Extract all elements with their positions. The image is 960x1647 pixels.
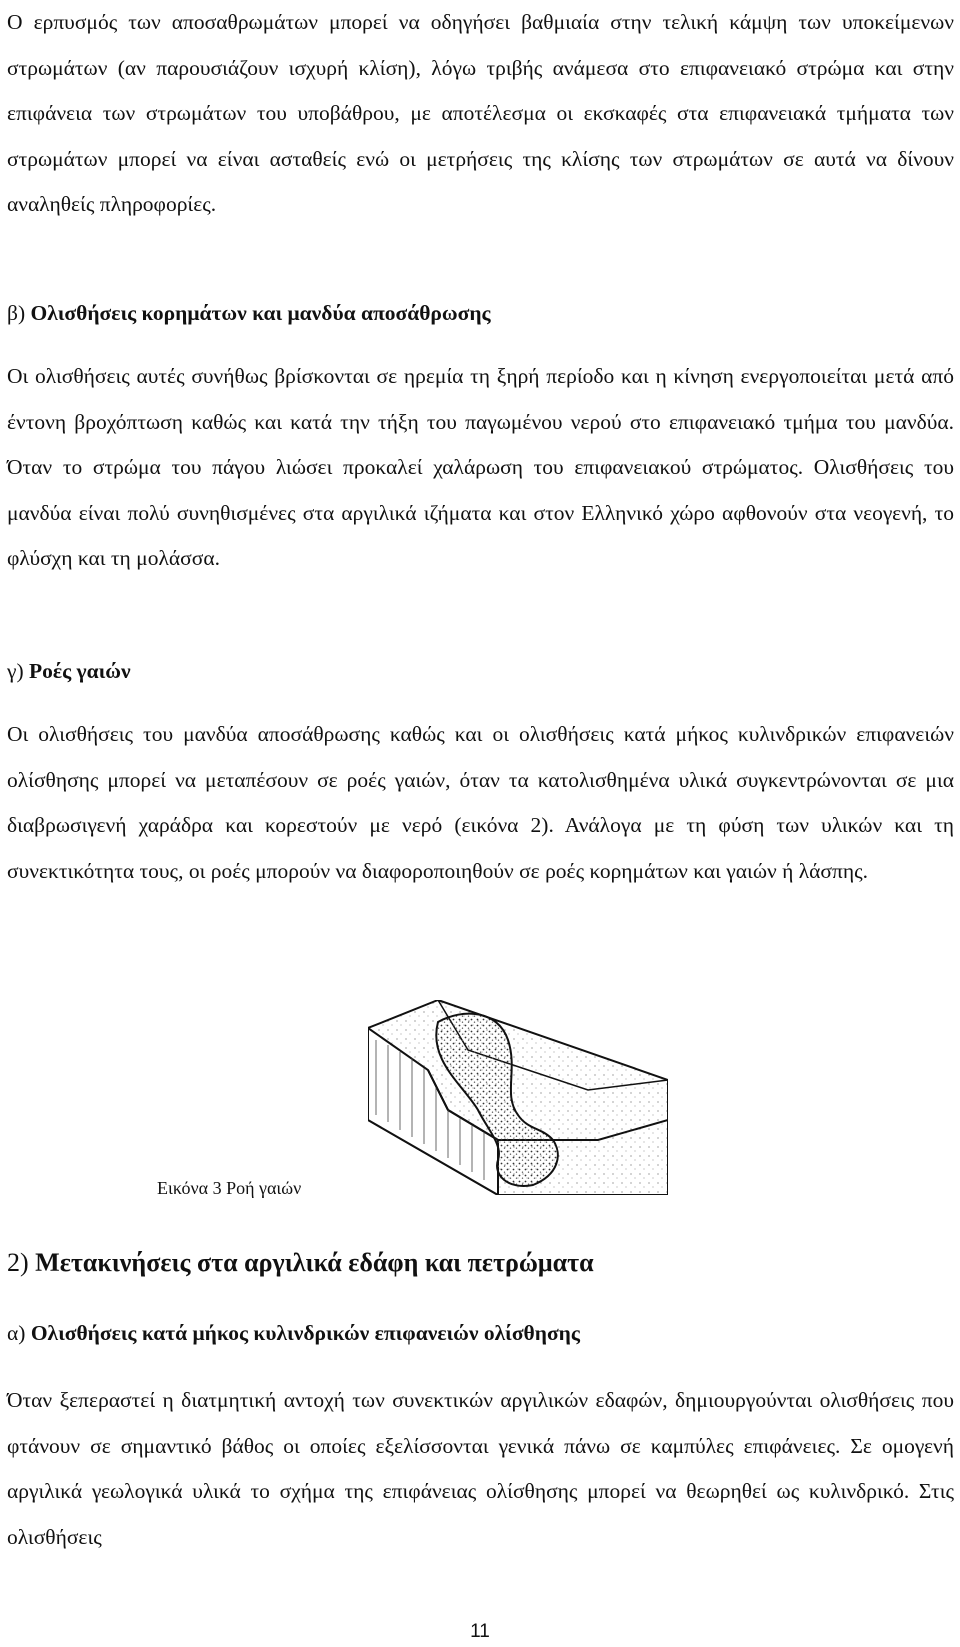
heading-title: Ολισθήσεις κατά μήκος κυλινδρικών επιφανειών ολίσθησης	[30, 1321, 580, 1345]
heading-debris-slides	[7, 298, 491, 328]
heading-prefix: γ)	[7, 659, 30, 683]
earth-flow-illustration	[368, 1000, 668, 1195]
heading-title: Ροές γαιών	[29, 659, 131, 683]
heading-clay-movements	[7, 1246, 594, 1280]
paragraph-creep: Ο ερπυσμός των αποσαθρωμάτων μπορεί να οδηγήσει βαθμιαία στην τελική κάμψη των υποκείμενων στρωμάτων (αν παρουσιάζουν ισχυρή κλίση), λόγω τριβής ανάμεσα στο επιφανειακό στρώμα και στην επιφάνεια των στρωμάτων του υποβάθρου, με αποτέλεσμα οι εκσκαφές στα επιφανειακά τμήματα των στρωμάτων μπορεί να είναι ασταθείς ενώ οι μετρήσεις της κλίσης των στρωμάτων σε αυτά να δίνουν αναληθείς πληροφορίες.	[7, 10, 954, 216]
heading-title: Μετακινήσεις στα αργιλικά εδάφη και πετρώματα	[35, 1248, 594, 1277]
heading-prefix: 2)	[7, 1248, 36, 1277]
paragraph-earth-flows: Οι ολισθήσεις του μανδύα αποσάθρωσης καθώς και οι ολισθήσεις κατά μήκος κυλινδρικών επιφανειών ολίσθησης μπορεί να μεταπέσουν σε ροές γαιών, όταν τα κατολισθημένα υλικά συγκεντρώνονται σε μια διαβρωσιγενή χαράδρα και κορεστούν με νερό (εικόνα 2). Ανάλογα με τη φύση των υλικών και τη συνεκτικότητα τους, οι ροές μπορούν να διαφοροποιηθούν σε ροές κορημάτων και γαιών ή λάσπης.	[7, 722, 954, 883]
heading-prefix: α)	[7, 1321, 31, 1345]
paragraph-cylindrical-slides: Όταν ξεπεραστεί η διατμητική αντοχή των συνεκτικών αργιλικών εδαφών, δημιουργούνται ολισθήσεις που φτάνουν σε σημαντικό βάθος οι οποίες εξελίσσονται γενικά πάνω σε καμπύλες επιφάνειες. Σε ομογενή αργιλικά γεωλογικά υλικά το σχήμα της επιφάνειας ολίσθησης μπορεί να θεωρηθεί ως κυλινδρικό. Στις ολισθήσεις	[7, 1388, 954, 1549]
heading-earth-flows	[7, 656, 131, 686]
figure-caption: Εικόνα 3 Ροή γαιών	[157, 1178, 302, 1198]
heading-title: Ολισθήσεις κορημάτων και μανδύα αποσάθρωσης	[30, 301, 491, 325]
heading-prefix: β)	[7, 301, 31, 325]
paragraph-debris-slides: Οι ολισθήσεις αυτές συνήθως βρίσκονται σε ηρεμία τη ξηρή περίοδο και η κίνηση ενεργοποιείται μετά από έντονη βροχόπτωση καθώς και κατά την τήξη του παγωμένου νερού στο επιφανειακό τμήμα του μανδύα. Όταν το στρώμα του πάγου λιώσει προκαλεί χαλάρωση του επιφανειακού στρώματος. Ολισθήσεις του μανδύα είναι πολύ συνηθισμένες στα αργιλικά ιζήματα και στον Ελληνικό χώρο αφθονούν στα νεογενή, το φλύσχη και τη μολάσσα.	[7, 364, 954, 570]
heading-cylindrical-slides	[7, 1318, 580, 1348]
page-number: 11	[470, 1621, 490, 1642]
